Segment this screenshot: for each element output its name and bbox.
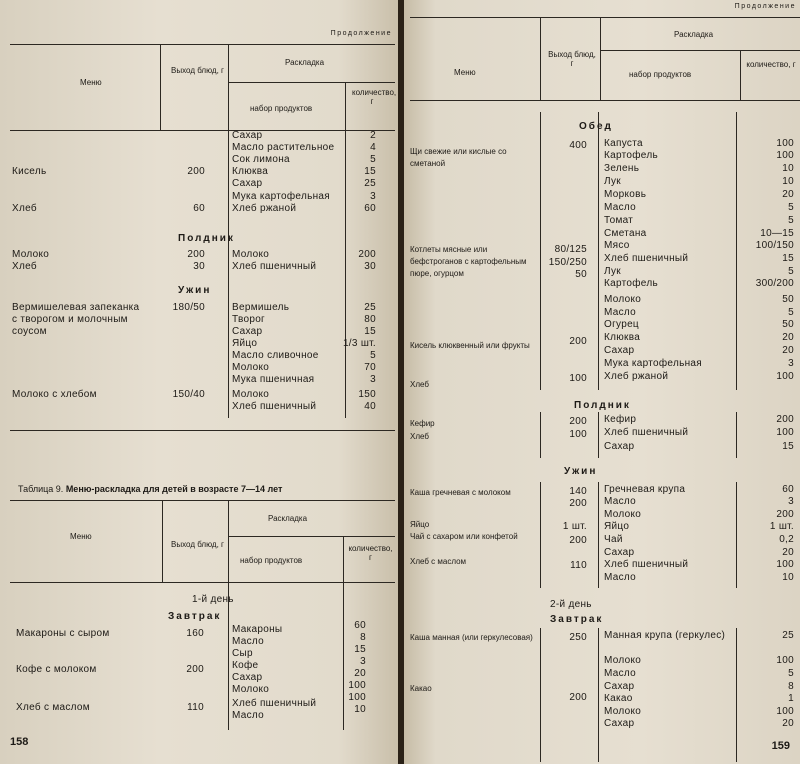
product-name: Мясо: [604, 240, 630, 251]
quantity-value: 60: [364, 203, 376, 214]
quantity-value: 50: [782, 319, 794, 330]
table-col-divider: [598, 412, 599, 458]
quantity-value: 5: [788, 215, 794, 226]
header-products: набор продуктов: [250, 104, 313, 113]
day2-label: 2-й день: [550, 599, 592, 610]
dish-name: Котлеты мясные или бефстроганов с картофельным пюре, огурцом: [410, 245, 527, 278]
product-name: Мука пшеничная: [232, 374, 315, 385]
product-name: Мука картофельная: [232, 191, 331, 202]
product-name: Картофель: [604, 278, 658, 289]
dish-name: Хлеб: [12, 261, 37, 272]
quantity-value: 300/200: [755, 278, 794, 289]
yield-value: 50: [575, 269, 587, 280]
dish-name: Кисель: [12, 166, 47, 177]
table-rule-top: [10, 44, 395, 45]
header-quantity: количество, г: [352, 88, 397, 106]
product-name: Масло сливочное: [232, 350, 319, 361]
quantity-value: 60: [782, 484, 794, 495]
dish-name: Щи свежие или кислые со сметаной: [410, 147, 507, 168]
yield-value: 100: [569, 429, 587, 440]
product-name: Хлеб ржаной: [604, 371, 669, 382]
yield-value: 200: [569, 692, 587, 703]
table-rule-bottom: [10, 430, 395, 431]
table9-header-menu: Меню: [70, 532, 92, 541]
dish-name: Яйцо: [410, 520, 430, 529]
product-name: Гречневая крупа: [604, 484, 686, 495]
quantity-value: 25: [364, 302, 376, 313]
table9-header-quantity: количество, г: [348, 544, 393, 562]
yield-value: 110: [187, 702, 204, 713]
table-col-divider: [160, 44, 161, 130]
product-name: Мука картофельная: [604, 358, 703, 369]
section-dinner: Ужин: [564, 466, 598, 477]
yield-value: 100: [569, 373, 587, 384]
product-name: Сахар: [232, 178, 263, 189]
quantity-value: 20: [782, 189, 794, 200]
dish-name: Молоко: [12, 249, 50, 260]
table9-caption-title: Меню-раскладка для детей в возрасте 7—14 лет: [65, 484, 283, 494]
dish-name: Каша гречневая с молоком: [410, 488, 511, 497]
product-name: Томат: [604, 215, 634, 226]
yield-value: 140: [569, 486, 587, 497]
quantity-value: 100: [776, 559, 794, 570]
product-name: Молоко: [232, 249, 270, 260]
table-col-divider: [600, 17, 601, 100]
quantity-value: 10: [782, 176, 794, 187]
quantity-value: 5: [788, 202, 794, 213]
product-name: Сок лимона: [232, 154, 290, 165]
product-name: Картофель: [604, 150, 658, 161]
yield-value: 1 шт.: [562, 521, 587, 532]
dish-name: Кисель клюквенный или фрукты: [410, 341, 530, 350]
product-name: Хлеб ржаной: [232, 203, 297, 214]
quantity-value: 1: [788, 693, 794, 704]
yield-value: 200: [569, 336, 587, 347]
header-products: набор продуктов: [629, 70, 692, 79]
yield-value: 30: [193, 261, 205, 272]
product-name: Лук: [604, 176, 621, 187]
product-name: Сахар: [604, 345, 635, 356]
product-name: Морковь: [604, 189, 647, 200]
yield-value: 180/50: [172, 302, 205, 313]
table-col-divider: [598, 482, 599, 588]
quantity-value: 25: [782, 630, 794, 641]
quantity-value: 5: [370, 350, 376, 361]
quantity-value: 25: [364, 178, 376, 189]
table-rule-sub: [600, 50, 800, 51]
product-name: Зелень: [604, 163, 640, 174]
yield-value: 60: [193, 203, 205, 214]
product-name: Сахар: [604, 681, 635, 692]
quantity-value: 20: [782, 345, 794, 356]
quantity-value: 100: [776, 150, 794, 161]
quantity-value: 15: [364, 326, 376, 337]
page-number: 158: [10, 736, 29, 748]
quantity-value: 100: [348, 680, 366, 691]
dish-name: Молоко с хлебом: [12, 389, 97, 400]
table-col-divider: [228, 44, 229, 418]
quantity-value: 100/150: [755, 240, 794, 251]
quantity-value: 1 шт.: [769, 521, 794, 532]
quantity-value: 40: [364, 401, 376, 412]
quantity-value: 3: [360, 656, 366, 667]
table-rule-header: [410, 100, 800, 101]
table-rule-sub: [228, 82, 395, 83]
product-name: Хлеб пшеничный: [604, 559, 689, 570]
yield-value: 200: [569, 498, 587, 509]
dish-name: Хлеб с маслом: [16, 702, 90, 713]
yield-value: 200: [186, 664, 204, 675]
table9-header-layout: Раскладка: [268, 514, 308, 523]
product-name: Масло растительное: [232, 142, 335, 153]
quantity-value: 10: [354, 704, 366, 715]
table-col-divider: [598, 112, 599, 390]
dish-name: с творогом и молочным: [12, 314, 128, 325]
page-number: 159: [771, 740, 790, 752]
product-name: Какао: [604, 693, 633, 704]
section-label: Ужин: [178, 285, 212, 296]
product-name: Манная крупа (геркулес): [604, 630, 726, 641]
product-name: Масло: [232, 636, 265, 647]
table-col-divider: [540, 628, 541, 762]
yield-value: 150/250: [548, 257, 587, 268]
table-rule-top: [410, 17, 800, 18]
product-name: Масло: [604, 307, 637, 318]
left-page: [0, 0, 398, 764]
table-col-divider: [598, 628, 599, 762]
yield-value: 200: [187, 249, 205, 260]
quantity-value: 200: [776, 414, 794, 425]
table9-caption: [18, 484, 282, 494]
product-name: Хлеб пшеничный: [232, 698, 317, 709]
product-name: Сыр: [232, 648, 253, 659]
product-name: Лук: [604, 266, 621, 277]
product-name: Масло: [604, 496, 637, 507]
product-name: Масло: [604, 572, 637, 583]
quantity-value: 100: [776, 655, 794, 666]
yield-value: 110: [570, 560, 587, 571]
quantity-value: 4: [370, 142, 376, 153]
table9-col-divider: [228, 500, 229, 730]
dish-name: Каша манная (или геркулесовая): [410, 633, 533, 642]
dish-name: Хлеб: [410, 380, 429, 389]
yield-value: 250: [569, 632, 587, 643]
quantity-value: 200: [776, 509, 794, 520]
product-name: Кефир: [604, 414, 637, 425]
table9-day-label: 1-й день: [192, 594, 234, 605]
dish-name: Кофе с молоком: [16, 664, 97, 675]
product-name: Масло: [604, 202, 637, 213]
table-col-divider: [540, 482, 541, 588]
quantity-value: 15: [782, 253, 794, 264]
quantity-value: 5: [788, 266, 794, 277]
product-name: Макароны: [232, 624, 283, 635]
quantity-value: 1/3 шт.: [342, 338, 376, 349]
table9-rule-sub: [228, 536, 395, 537]
quantity-value: 200: [358, 249, 376, 260]
product-name: Творог: [232, 314, 266, 325]
yield-value: 200: [569, 416, 587, 427]
product-name: Сахар: [604, 718, 635, 729]
table-col-divider: [540, 17, 541, 100]
quantity-value: 60: [354, 620, 366, 631]
quantity-value: 100: [776, 138, 794, 149]
quantity-value: 2: [370, 130, 376, 141]
quantity-value: 10: [782, 163, 794, 174]
continuation-label: Продолжение: [330, 30, 392, 37]
quantity-value: 80: [364, 314, 376, 325]
table-col-divider: [540, 412, 541, 458]
yield-value: 160: [186, 628, 204, 639]
product-name: Яйцо: [604, 521, 630, 532]
quantity-value: 20: [782, 718, 794, 729]
quantity-value: 0,2: [779, 534, 794, 545]
section-lunch: Обед: [579, 121, 613, 132]
continuation-label: Продолжение: [734, 3, 796, 10]
product-name: Молоко: [604, 706, 642, 717]
quantity-value: 150: [358, 389, 376, 400]
quantity-value: 20: [782, 547, 794, 558]
product-name: Сахар: [232, 326, 263, 337]
dish-name: Вермишелевая запеканка: [12, 302, 140, 313]
table9-header-yield: Выход блюд, г: [171, 540, 224, 549]
quantity-value: 15: [782, 441, 794, 452]
dish-name: Макароны с сыром: [16, 628, 110, 639]
product-name: Сахар: [604, 547, 635, 558]
quantity-value: 3: [788, 358, 794, 369]
table9-col-divider: [162, 500, 163, 582]
table9-rule-top: [10, 500, 395, 501]
dish-name: Хлеб: [410, 432, 429, 441]
product-name: Хлеб пшеничный: [604, 427, 689, 438]
product-name: Масло: [604, 668, 637, 679]
header-yield: Выход блюд, г: [171, 66, 224, 75]
dish-name: соусом: [12, 326, 47, 337]
dish-name: Чай с сахаром или конфетой: [410, 532, 518, 541]
yield-value: 80/125: [554, 244, 587, 255]
table9-section-breakfast: Завтрак: [168, 611, 222, 622]
yield-value: 150/40: [172, 389, 205, 400]
product-name: Вермишель: [232, 302, 290, 313]
header-yield: Выход блюд, г: [548, 50, 596, 68]
product-name: Кофе: [232, 660, 259, 671]
section-label: Полдник: [178, 233, 235, 244]
quantity-value: 100: [776, 706, 794, 717]
product-name: Сметана: [604, 228, 647, 239]
yield-value: 400: [569, 140, 587, 151]
quantity-value: 20: [354, 668, 366, 679]
quantity-value: 3: [788, 496, 794, 507]
product-name: Сахар: [232, 672, 263, 683]
quantity-value: 30: [364, 261, 376, 272]
product-name: Молоко: [232, 362, 270, 373]
quantity-value: 100: [776, 427, 794, 438]
product-name: Хлеб пшеничный: [232, 261, 317, 272]
right-page: [404, 0, 800, 764]
quantity-value: 5: [370, 154, 376, 165]
product-name: Молоко: [232, 684, 270, 695]
dish-name: Какао: [410, 684, 432, 693]
quantity-value: 15: [364, 166, 376, 177]
quantity-value: 10: [782, 572, 794, 583]
quantity-value: 70: [364, 362, 376, 373]
quantity-value: 50: [782, 294, 794, 305]
dish-name: Хлеб: [12, 203, 37, 214]
header-menu: Меню: [454, 68, 476, 77]
section-snack: Полдник: [574, 400, 631, 411]
header-quantity: количество, г: [746, 60, 796, 69]
product-name: Молоко: [604, 509, 642, 520]
quantity-value: 3: [370, 191, 376, 202]
product-name: Молоко: [604, 294, 642, 305]
quantity-value: 20: [782, 332, 794, 343]
table9-caption-prefix: Таблица 9.: [18, 484, 64, 494]
product-name: Сахар: [232, 130, 263, 141]
product-name: Хлеб пшеничный: [232, 401, 317, 412]
product-name: Капуста: [604, 138, 643, 149]
quantity-value: 100: [776, 371, 794, 382]
quantity-value: 15: [354, 644, 366, 655]
yield-value: 200: [569, 535, 587, 546]
product-name: Молоко: [232, 389, 270, 400]
quantity-value: 100: [348, 692, 366, 703]
dish-name: Хлеб с маслом: [410, 557, 467, 566]
product-name: Клюква: [604, 332, 641, 343]
product-name: Чай: [604, 534, 623, 545]
product-name: Яйцо: [232, 338, 258, 349]
product-name: Молоко: [604, 655, 642, 666]
product-name: Огурец: [604, 319, 639, 330]
product-name: Клюква: [232, 166, 269, 177]
table-col-divider: [540, 112, 541, 390]
quantity-value: 5: [788, 668, 794, 679]
header-menu: Меню: [80, 78, 102, 87]
section-breakfast: Завтрак: [550, 614, 604, 625]
quantity-value: 3: [370, 374, 376, 385]
yield-value: 200: [187, 166, 205, 177]
product-name: Сахар: [604, 441, 635, 452]
quantity-value: 10—15: [760, 228, 794, 239]
table9-header-products: набор продуктов: [240, 556, 303, 565]
product-name: Хлеб пшеничный: [604, 253, 689, 264]
header-layout: Раскладка: [674, 30, 714, 39]
product-name: Масло: [232, 710, 265, 721]
quantity-value: 8: [788, 681, 794, 692]
header-layout: Раскладка: [285, 58, 325, 67]
quantity-value: 5: [788, 307, 794, 318]
quantity-value: 8: [360, 632, 366, 643]
table9-rule-header: [10, 582, 395, 583]
dish-name: Кефир: [410, 419, 435, 428]
table-col-divider: [740, 50, 741, 100]
